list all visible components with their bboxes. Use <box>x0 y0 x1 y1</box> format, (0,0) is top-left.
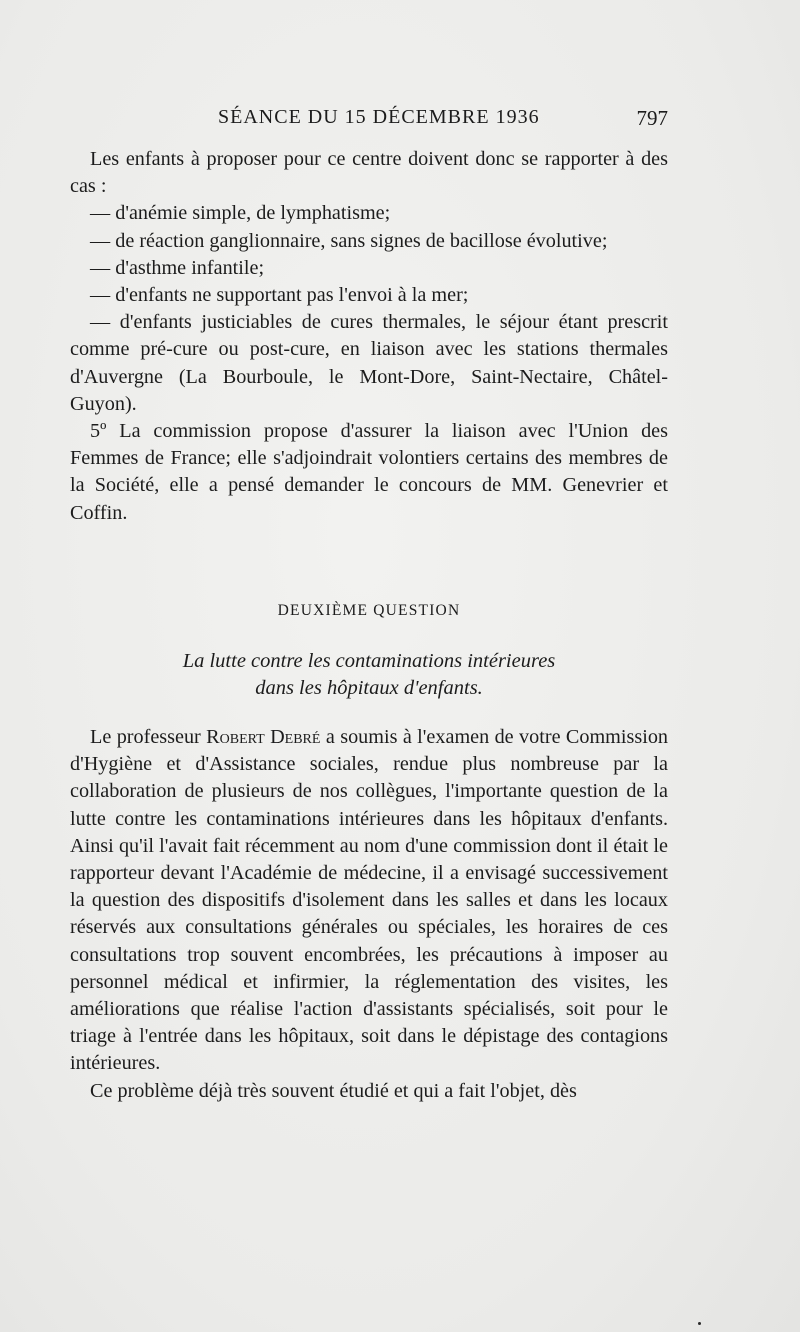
page-number: 797 <box>636 106 668 130</box>
section-heading: DEUXIÈME QUESTION <box>277 602 461 619</box>
list-item: — d'anémie simple, de lymphatisme; <box>90 202 391 225</box>
paragraph: 5º La commission propose d'assurer la liaison avec l'Union des Femmes de France; elle s'adjoindrait volontiers certains des membres de la Société, elle a pensé demander le concours de MM. Genevrier et Coffin. <box>70 420 668 524</box>
author-name: Robert Debré <box>206 726 321 748</box>
section-title-line: La lutte contre les contaminations intérieures <box>182 650 556 672</box>
text-block-contaminations <box>70 724 668 1105</box>
section-title-line: dans les hôpitaux d'enfants. <box>255 677 483 699</box>
ink-speck <box>698 1322 701 1325</box>
list-item: — de réaction ganglionnaire, sans signes de bacillose évolutive; <box>90 229 608 252</box>
paragraph: Ce problème déjà très souvent étudié et qui a fait l'objet, dès <box>90 1079 577 1102</box>
text-block-centre-criteria <box>70 146 668 527</box>
running-title: SÉANCE DU 15 DÉCEMBRE 1936 <box>218 106 540 128</box>
paragraph <box>70 724 668 1078</box>
paragraph-text: a soumis à l'examen de votre Commission d'Hygiène et d'Assistance sociales, rendue plus nombreuse par la collaboration de plusieurs de nos collègues, l'importante question de la lutte contre les contaminations intérieures dans les hôpitaux d'enfants. Ainsi qu'il l'avait fait récemment au nom d'une commission dont il était le rapporteur devant l'Académie de médecine, il a envisagé successivement la question des dispositifs d'isolement dans les salles et dans les locaux réservés aux consultations générales ou spéciales, les horaires de ces consultations trop souvent encombrées, les précautions à imposer au personnel médical et infirmier, la réglementation des visites, les améliorations que réalise l'action d'assistants spécialisés, soit pour le triage à l'entrée dans les hôpitaux, soit dans le dépistage des contagions intérieures. <box>70 726 669 1075</box>
paragraph-text: Le professeur <box>90 726 207 748</box>
list-item: — d'enfants justiciables de cures thermales, le séjour étant prescrit comme pré-cure ou post-cure, en liaison avec les stations thermales d'Auvergne (La Bourboule, le Mont-Dore, Saint-Nectaire, Châtel-Guyon). <box>70 311 668 415</box>
list-item: — d'asthme infantile; <box>90 256 265 279</box>
section-title <box>70 648 668 702</box>
paragraph: Les enfants à proposer pour ce centre doivent donc se rapporter à des cas : <box>70 148 668 198</box>
running-head <box>70 106 668 136</box>
list-item: — d'enfants ne supportant pas l'envoi à la mer; <box>90 284 469 307</box>
